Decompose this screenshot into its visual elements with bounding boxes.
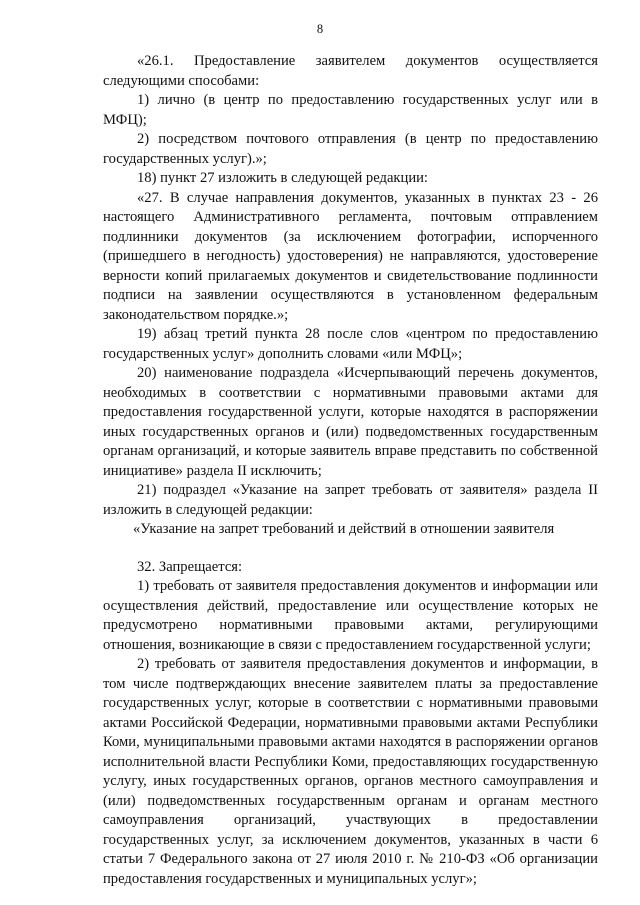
prohibition-item-1: 1) требовать от заявителя предоставления документов и информации или осуществления действий, предоставление или осуществление которых не предусмотрено нормативными правовыми актами, регулирующими отношения, возникающие в связи с предоставлением государственной услуги;	[103, 578, 598, 653]
paragraph-32: 32. Запрещается:	[137, 558, 243, 575]
document-body	[103, 52, 598, 889]
paragraph-27: «27. В случае направления документов, указанных в пунктах 23 - 26 настоящего Административного регламента, почтовым отправлением подлинники документов (за исключением фотографии, испорченного (пришедшего в негодность) удостоверения) не направляются, удостоверение верности копий прилагаемых документов и свидетельствование подлинности подписи на заявлении осуществляются в установленном федеральным законодательством порядке.»;	[103, 189, 598, 323]
amendment-20: 20) наименование подраздела «Исчерпывающий перечень документов, необходимых в соответствии с нормативными правовыми актами для предоставления государственной услуги, которые находятся в распоряжении иных государственных органов и (или) подведомственных государственным органам организаций, и которые заявитель вправе представить по собственной инициативе» раздела II исключить;	[103, 365, 598, 479]
prohibition-item-2: 2) требовать от заявителя предоставления документов и информации, в том числе подтверждающих внесение заявителем платы за предоставление государственных услуг, которые в соответствии с нормативными правовыми актами Российской Федерации, нормативными правовыми актами Республики Коми, муниципальными правовыми актами находятся в распоряжении органов исполнительной власти Республики Коми, предоставляющих государственную услугу, иных государственных органов, органов местного самоуправления и (или) подведомственных государственным органам и органам местного самоуправления организаций, участвующих в предоставлении государственных услуг, за исключением документов, указанных в части 6 статьи 7 Федерального закона от 27 июля 2010 г. № 210-ФЗ «Об организации предоставления государственных и муниципальных услуг»;	[103, 656, 598, 887]
list-item-1: 1) лично (в центр по предоставлению государственных услуг или в МФЦ);	[103, 92, 598, 128]
page-number: 8	[316, 22, 324, 36]
amendment-21: 21) подраздел «Указание на запрет требовать от заявителя» раздела II изложить в следующей редакции:	[103, 482, 598, 518]
list-item-2: 2) посредством почтового отправления (в центр по предоставлению государственных услуг).»;	[103, 131, 598, 167]
subsection-heading: «Указание на запрет требований и действий в отношении заявителя	[133, 521, 555, 537]
amendment-19: 19) абзац третий пункта 28 после слов «центром по предоставлению государственных услуг» дополнить словами «или МФЦ»;	[103, 326, 598, 362]
section-gap	[103, 540, 598, 558]
paragraph-26-1: «26.1. Предоставление заявителем документов осуществляется следующими способами:	[103, 53, 598, 89]
amendment-18: 18) пункт 27 изложить в следующей редакции:	[137, 170, 428, 186]
